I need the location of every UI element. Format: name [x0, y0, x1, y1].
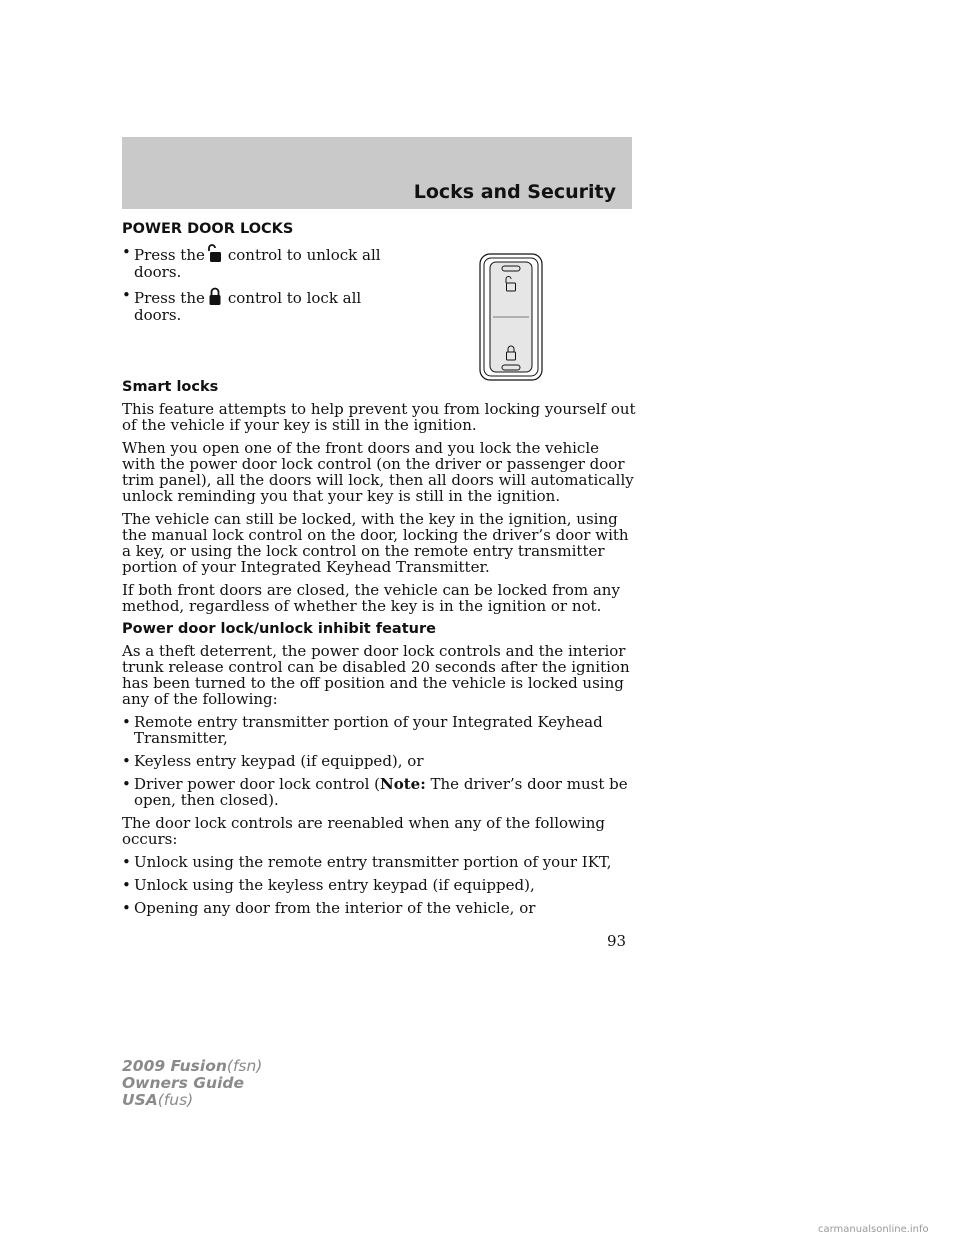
smart-locks-title: Smart locks — [122, 379, 219, 395]
bullet: • — [122, 853, 131, 871]
door-lock-switch-illustration — [479, 253, 543, 381]
bullet: • — [122, 243, 131, 261]
footer-model-code: (fsn) — [226, 1057, 263, 1075]
note-before: Driver power door lock control ( — [134, 775, 380, 793]
list-item — [122, 714, 637, 746]
bullet: • — [122, 899, 131, 917]
header-band — [122, 137, 632, 209]
bullet: • — [122, 876, 131, 894]
inhibit-title: Power door lock/unlock inhibit feature — [122, 621, 436, 637]
unlock-prefix: Press the — [134, 246, 205, 264]
list-item-text: Opening any door from the interior of the vehicle, or — [134, 899, 536, 917]
bullet: • — [122, 775, 131, 793]
paragraph: The door lock controls are reenabled when any of the following occurs: — [122, 814, 605, 848]
section-title: POWER DOOR LOCKS — [122, 221, 294, 237]
note-label: Note: — [380, 775, 426, 793]
paragraph: When you open one of the front doors and you lock the vehicle with the power door lock control (on the driver or passenger door trim panel), all the doors will lock, then all doors will automatically unlock reminding you that your key is still in the ignition. — [122, 439, 634, 505]
list-item — [122, 877, 637, 893]
list-item — [122, 900, 637, 916]
paragraph: If both front doors are closed, the vehicle can be locked from any method, regardless of whether the key is in the ignition or not. — [122, 581, 620, 615]
footer-market: USA — [122, 1091, 158, 1109]
list-item-text: Unlock using the remote entry transmitter portion of your IKT, — [134, 853, 612, 871]
inhibit-list — [122, 714, 637, 808]
list-item — [122, 854, 637, 870]
bullet: • — [122, 752, 131, 770]
bullet: • — [122, 713, 131, 731]
list-item-note — [122, 776, 637, 808]
footer-model: 2009 Fusion — [122, 1057, 227, 1075]
unlock-icon — [207, 244, 223, 264]
section-header-title: Locks and Security — [413, 181, 616, 203]
smart-locks-section — [122, 379, 637, 614]
footer-guide: Owners Guide — [122, 1074, 244, 1092]
list-item — [122, 753, 637, 769]
bullet: • — [122, 286, 131, 304]
watermark-text: carmanualsonline.info — [818, 1224, 929, 1235]
lock-control-list — [122, 244, 392, 323]
lock-icon — [207, 287, 223, 307]
page-number: 93 — [607, 932, 627, 950]
list-item-lock — [122, 287, 392, 323]
footer-market-code: (fus) — [157, 1091, 194, 1109]
list-item-text: Remote entry transmitter portion of your Integrated Keyhead Transmitter, — [134, 713, 603, 747]
document-footer — [122, 1058, 262, 1109]
list-item-unlock — [122, 244, 392, 280]
page-content — [122, 221, 637, 923]
inhibit-section — [122, 621, 637, 916]
paragraph: This feature attempts to help prevent you from locking yourself out of the vehicle if your key is still in the ignition. — [122, 400, 636, 434]
paragraph: As a theft deterrent, the power door lock controls and the interior trunk release control can be disabled 20 seconds after the ignition has been turned to the off position and the vehicle is locked using any of the following: — [122, 642, 630, 708]
lock-suffix: control to lock all doors. — [134, 289, 362, 324]
lock-prefix: Press the — [134, 289, 205, 307]
power-door-locks-section — [122, 221, 637, 379]
reenable-list — [122, 854, 637, 916]
list-item-text: Keyless entry keypad (if equipped), or — [134, 752, 424, 770]
list-item-text: Unlock using the keyless entry keypad (if equipped), — [134, 876, 535, 894]
note-after: The driver’s door must be open, then closed). — [134, 775, 628, 809]
unlock-suffix: control to unlock all doors. — [134, 246, 381, 281]
paragraph: The vehicle can still be locked, with the key in the ignition, using the manual lock control on the door, locking the driver’s door with a key, or using the lock control on the remote entry transmitter portion of your Integrated Keyhead Transmitter. — [122, 510, 629, 576]
